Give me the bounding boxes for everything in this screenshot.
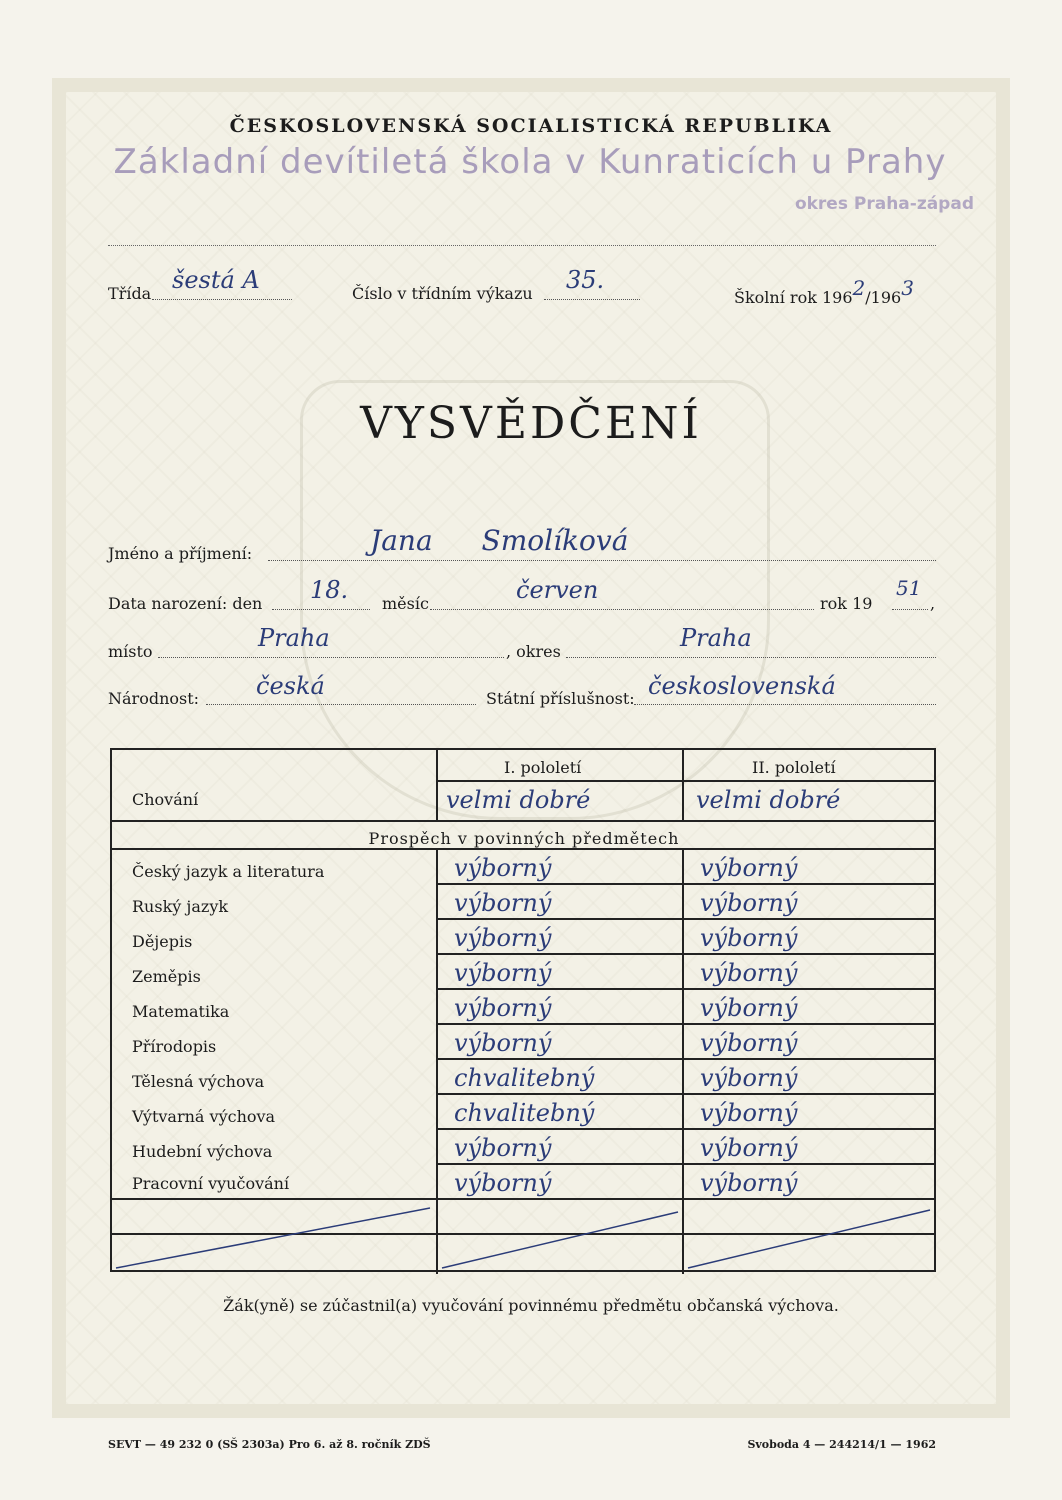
sem2-header: II. pololetí — [752, 758, 836, 777]
district-label: , okres — [506, 642, 561, 661]
register-value: 35. — [566, 266, 605, 294]
school-year-value-2: 3 — [901, 276, 914, 300]
birth-day-dots — [272, 609, 370, 610]
grade-sem1: výborný — [454, 1029, 552, 1057]
school-year-label — [734, 276, 914, 308]
grade-sem1: výborný — [454, 994, 552, 1022]
place-label: místo — [108, 642, 153, 661]
civics-note: Žák(yně) se zúčastnil(a) vyučování povinnému předmětu občanská výchova. — [223, 1296, 839, 1315]
republic-heading: ČESKOSLOVENSKÁ SOCIALISTICKÁ REPUBLIKA — [229, 115, 833, 137]
district-dots — [566, 657, 936, 658]
school-year-prefix-2: 196 — [870, 288, 902, 307]
school-stamp: Základní devítiletá škola v Kunraticích u Prahy — [113, 142, 947, 182]
month-dots — [430, 609, 814, 610]
class-dots — [152, 299, 292, 300]
grade-sem1: výborný — [454, 854, 552, 882]
name-dots — [268, 560, 936, 561]
cancel-stroke — [688, 1210, 930, 1268]
school-year-word: Školní rok — [734, 288, 817, 307]
citizenship-label: Státní příslušnost: — [486, 689, 635, 708]
nationality-label: Národnost: — [108, 689, 200, 708]
birth-day-value: 18. — [310, 576, 349, 604]
grade-sem2: výborný — [700, 889, 798, 917]
grade-sem2: výborný — [700, 854, 798, 882]
citizenship-value: československá — [648, 672, 836, 700]
grade-sem2: výborný — [700, 1064, 798, 1092]
grade-sem1: výborný — [454, 889, 552, 917]
class-value: šestá A — [172, 266, 260, 294]
birth-label: Data narození: den — [108, 594, 263, 613]
sem1-header: I. pololetí — [504, 758, 582, 777]
school-year-value-1: 2 — [852, 276, 866, 300]
school-year-separator: / — [865, 288, 871, 307]
footer-right: Svoboda 4 — 244214/1 — 1962 — [747, 1438, 936, 1451]
subject-name: Ruský jazyk — [132, 897, 229, 916]
birth-year-dots — [892, 609, 928, 610]
subject-name: Český jazyk a literatura — [132, 862, 325, 881]
birth-year-value: 51 — [896, 576, 922, 600]
subject-name: Přírodopis — [132, 1037, 217, 1056]
register-dots — [544, 299, 640, 300]
grade-sem1: výborný — [454, 924, 552, 952]
stamp-dotted-line — [108, 245, 936, 246]
register-label: Číslo v třídním výkazu — [352, 284, 533, 303]
name-label: Jméno a příjmení: — [108, 544, 253, 563]
subject-name: Zeměpis — [132, 967, 201, 986]
subject-name: Dějepis — [132, 932, 193, 951]
grade-sem2: výborný — [700, 1134, 798, 1162]
grade-sem1: chvalitebný — [454, 1064, 595, 1092]
month-label: měsíc — [382, 594, 429, 613]
month-value: červen — [516, 576, 599, 604]
nationality-value: česká — [256, 672, 325, 700]
grade-sem1: výborný — [454, 959, 552, 987]
subject-name: Hudební výchova — [132, 1142, 273, 1161]
subject-name: Tělesná výchova — [132, 1072, 265, 1091]
district-value: Praha — [680, 624, 752, 652]
nationality-dots — [206, 704, 476, 705]
place-dots — [158, 657, 504, 658]
footer-left: SEVT — 49 232 0 (SŠ 2303a) Pro 6. až 8. ročník ZDŠ — [108, 1438, 431, 1451]
birth-year-label: rok 19 — [820, 594, 873, 613]
conduct-sem1: velmi dobré — [446, 786, 591, 814]
school-year-prefix-1: 196 — [821, 288, 853, 307]
grade-sem2: výborný — [700, 1169, 798, 1197]
grade-sem2: výborný — [700, 924, 798, 952]
section-header: Prospěch v povinných předmětech — [368, 829, 680, 848]
cancel-stroke — [116, 1208, 430, 1268]
place-value: Praha — [258, 624, 330, 652]
class-label: Třída — [108, 284, 152, 303]
citizenship-dots — [634, 704, 936, 705]
grade-sem1: chvalitebný — [454, 1099, 595, 1127]
cancel-stroke — [442, 1212, 678, 1268]
name-value: Jana Smolíková — [370, 524, 629, 557]
grades-table — [110, 748, 936, 1272]
grade-sem2: výborný — [700, 1099, 798, 1127]
conduct-label: Chování — [132, 790, 199, 809]
conduct-sem2: velmi dobré — [696, 786, 841, 814]
grade-sem1: výborný — [454, 1169, 552, 1197]
birth-year-comma: , — [930, 594, 936, 613]
grade-sem2: výborný — [700, 994, 798, 1022]
document-title: VYSVĚDČENÍ — [360, 398, 702, 449]
subject-name: Výtvarná výchova — [132, 1107, 276, 1126]
district-stamp: okres Praha-západ — [794, 194, 974, 214]
subject-name: Matematika — [132, 1002, 230, 1021]
subject-name: Pracovní vyučování — [132, 1174, 290, 1193]
grade-sem1: výborný — [454, 1134, 552, 1162]
grade-sem2: výborný — [700, 1029, 798, 1057]
grade-sem2: výborný — [700, 959, 798, 987]
